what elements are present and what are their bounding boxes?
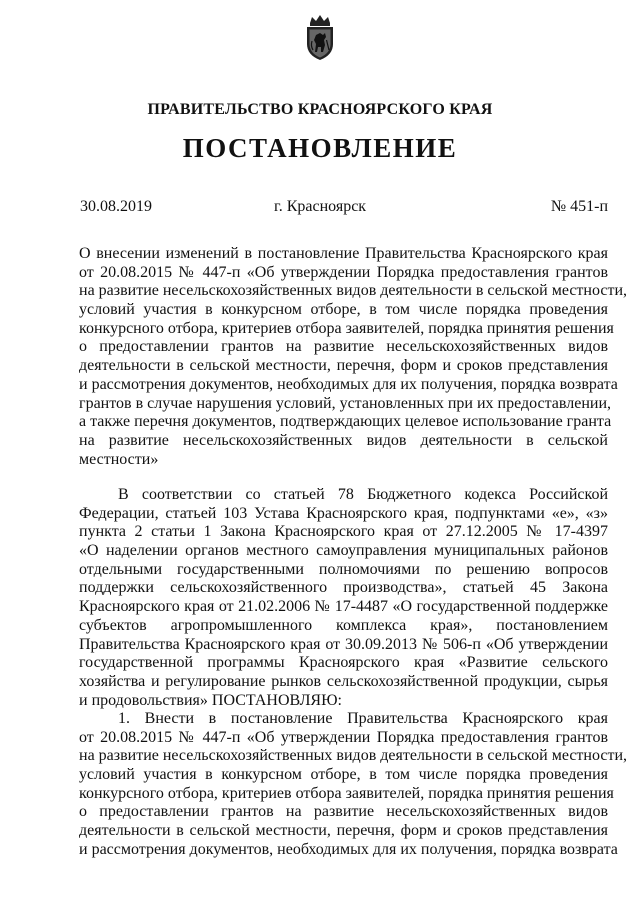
preamble-line: хозяйства и регулирование рынков сельскохозяйственной продукции, сырья	[79, 672, 608, 690]
preamble-paragraph	[79, 486, 608, 710]
clause-line: условий участия в конкурсном отборе, в том числе порядка проведения	[79, 766, 608, 784]
subject-line: и рассмотрения документов, необходимых для их получения, порядка возврата	[79, 375, 618, 393]
subject-line: местности»	[79, 450, 159, 468]
clause-1-paragraph	[79, 710, 628, 860]
preamble-line: поддержки сельскохозяйственного производства», статьей 45 Закона	[79, 579, 608, 597]
subject-line: а также перечня документов, подтверждающих целевое использование гранта	[79, 413, 612, 431]
preamble-line: отдельными государственными полномочиями по решению вопросов	[79, 560, 608, 578]
preamble-line: Правительства Красноярского края от 30.09.2013 № 506-п «Об утверждении	[79, 635, 608, 653]
clause-line: о предоставлении грантов на развитие несельскохозяйственных видов	[79, 803, 608, 821]
preamble-line: государственной программы Красноярского края «Развитие сельского	[79, 654, 608, 672]
preamble-line: Красноярского края от 21.02.2006 № 17-4487 «О государственной поддержке	[79, 598, 608, 616]
clause-line: конкурсного отбора, критериев отбора заявителей, порядка принятия решения	[79, 784, 614, 802]
preamble-line: «О наделении органов местного самоуправления муниципальных районов	[79, 542, 608, 560]
government-title: ПРАВИТЕЛЬСТВО КРАСНОЯРСКОГО КРАЯ	[147, 101, 493, 118]
subject-line: о предоставлении грантов на развитие несельскохозяйственных видов	[79, 338, 608, 356]
subject-line: на развитие несельскохозяйственных видов деятельности в сельской	[79, 431, 608, 449]
preamble-line: и продовольствия» ПОСТАНОВЛЯЮ:	[79, 691, 342, 709]
document-type-title: ПОСТАНОВЛЕНИЕ	[182, 133, 458, 163]
document-date: 30.08.2019	[80, 198, 152, 215]
subject-paragraph	[79, 245, 628, 469]
preamble-line: пункта 2 статьи 1 Закона Красноярского края от 27.12.2005 № 17-4397	[79, 523, 608, 541]
document-number: № 451-п	[550, 198, 608, 215]
subject-line: условий участия в конкурсном отборе, в том числе порядка проведения	[79, 301, 608, 319]
clause-line: деятельности в сельской местности, перечня, форм и сроков представления	[79, 822, 608, 840]
preamble-line: В соответствии со статьей 78 Бюджетного кодекса Российской	[118, 486, 608, 503]
subject-line: грантов в случае нарушения условий, установленных при их предоставлении,	[79, 394, 612, 412]
clause-line: на развитие несельскохозяйственных видов деятельности в сельской местности,	[79, 747, 628, 765]
document-city: г. Красноярск	[273, 198, 367, 215]
clause-line: от 20.08.2015 № 447-п «Об утверждении Порядка предоставления грантов	[79, 728, 608, 746]
subject-line: конкурсного отбора, критериев отбора заявителей, порядка принятия решения	[79, 319, 614, 337]
preamble-line: Федерации, статьей 103 Устава Красноярского края, подпунктами «е», «з»	[79, 504, 608, 522]
preamble-line: субъектов агропромышленного комплекса края», постановлением	[79, 616, 608, 634]
clause-line: и рассмотрения документов, необходимых для их получения, порядка возврата	[79, 840, 618, 858]
subject-line: деятельности в сельской местности, перечня, форм и сроков представления	[79, 357, 608, 375]
coat-of-arms-icon	[301, 14, 339, 62]
subject-line: от 20.08.2015 № 447-п «Об утверждении Порядка предоставления грантов	[79, 263, 608, 281]
subject-line: на развитие несельскохозяйственных видов деятельности в сельской местности,	[79, 282, 628, 300]
subject-line: О внесении изменений в постановление Правительства Красноярского края	[79, 245, 608, 262]
clause-line: 1. Внести в постановление Правительства Красноярского края	[118, 710, 608, 727]
